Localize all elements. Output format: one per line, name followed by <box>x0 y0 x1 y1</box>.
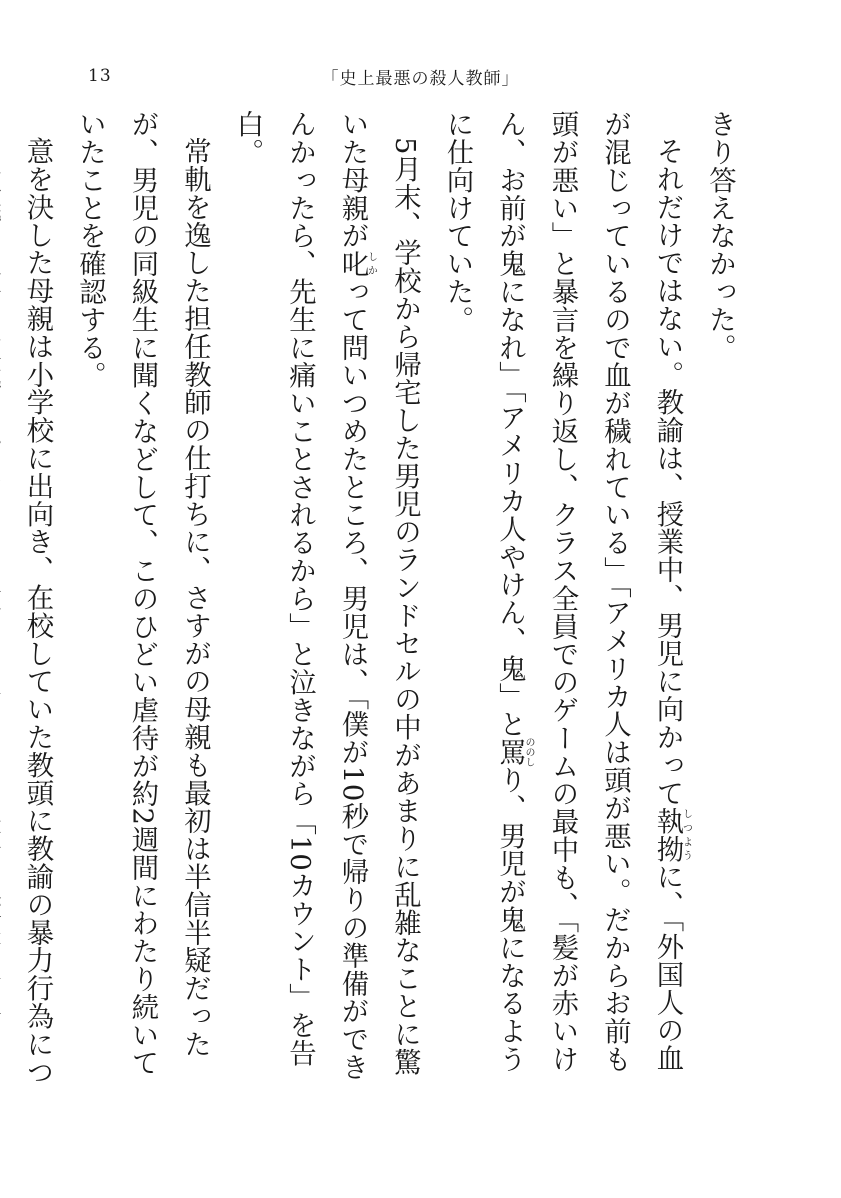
page-number: 13 <box>88 66 112 86</box>
ruby-annotation <box>494 736 534 767</box>
text-run: 常軌を逸した担任教師の仕打ちに、さすがの母親も最初は半信半疑だったが、男児の同級生に聞くなどして、このひどい虐待が約2週間にわたり続いていたことを確認する。 <box>74 110 210 1077</box>
ruby-base: 叱 <box>336 249 368 278</box>
running-head: 「史上最悪の殺人教師」 <box>321 69 520 89</box>
paragraph <box>63 110 221 1100</box>
body-text <box>21 110 745 1100</box>
paragraph <box>0 110 63 1100</box>
ruby-reading: しか <box>365 249 377 278</box>
text-run: 5月末、学校から帰宅した男児のランドセルの中があまりに乱雑なことに驚いた母親が <box>336 110 420 1077</box>
text-run: 意を決した母親は小学校に出向き、在校していた教頭に教諭の暴力行為につ <box>21 137 53 1086</box>
text-run: り、男児が鬼になるように仕向けていた。 <box>441 110 525 1073</box>
text-run: って問いつめたところ、男児は、「僕が10秒で帰りの準備ができんかったら、先生に痛いことされるから」と泣きながら「10カウント」を告白。 <box>231 110 368 1081</box>
text-run: に、「外国人の血が混じっているので血が穢れている」「アメリカ人は頭が悪い。だからお前も頭が悪い」と暴言を繰り返し、クラス全員でのゲームの最中も、「髪が赤いけん、お前が鬼になれ」「アメリカ人やけん、鬼」と <box>494 110 683 1073</box>
text-run: それだけではない。教諭は、授業中、男児に向かって <box>651 137 683 807</box>
ruby-reading: しつよう <box>680 807 692 863</box>
paragraph <box>693 110 746 1100</box>
ruby-base: 執拗 <box>651 807 683 863</box>
text-run: きり答えなかった。 <box>704 110 735 362</box>
paragraph <box>220 110 430 1100</box>
paragraph <box>430 110 693 1100</box>
ruby-annotation <box>336 249 377 278</box>
ruby-annotation <box>651 807 692 863</box>
ruby-base: 罵 <box>494 736 525 767</box>
ruby-reading: ののし <box>523 736 534 767</box>
